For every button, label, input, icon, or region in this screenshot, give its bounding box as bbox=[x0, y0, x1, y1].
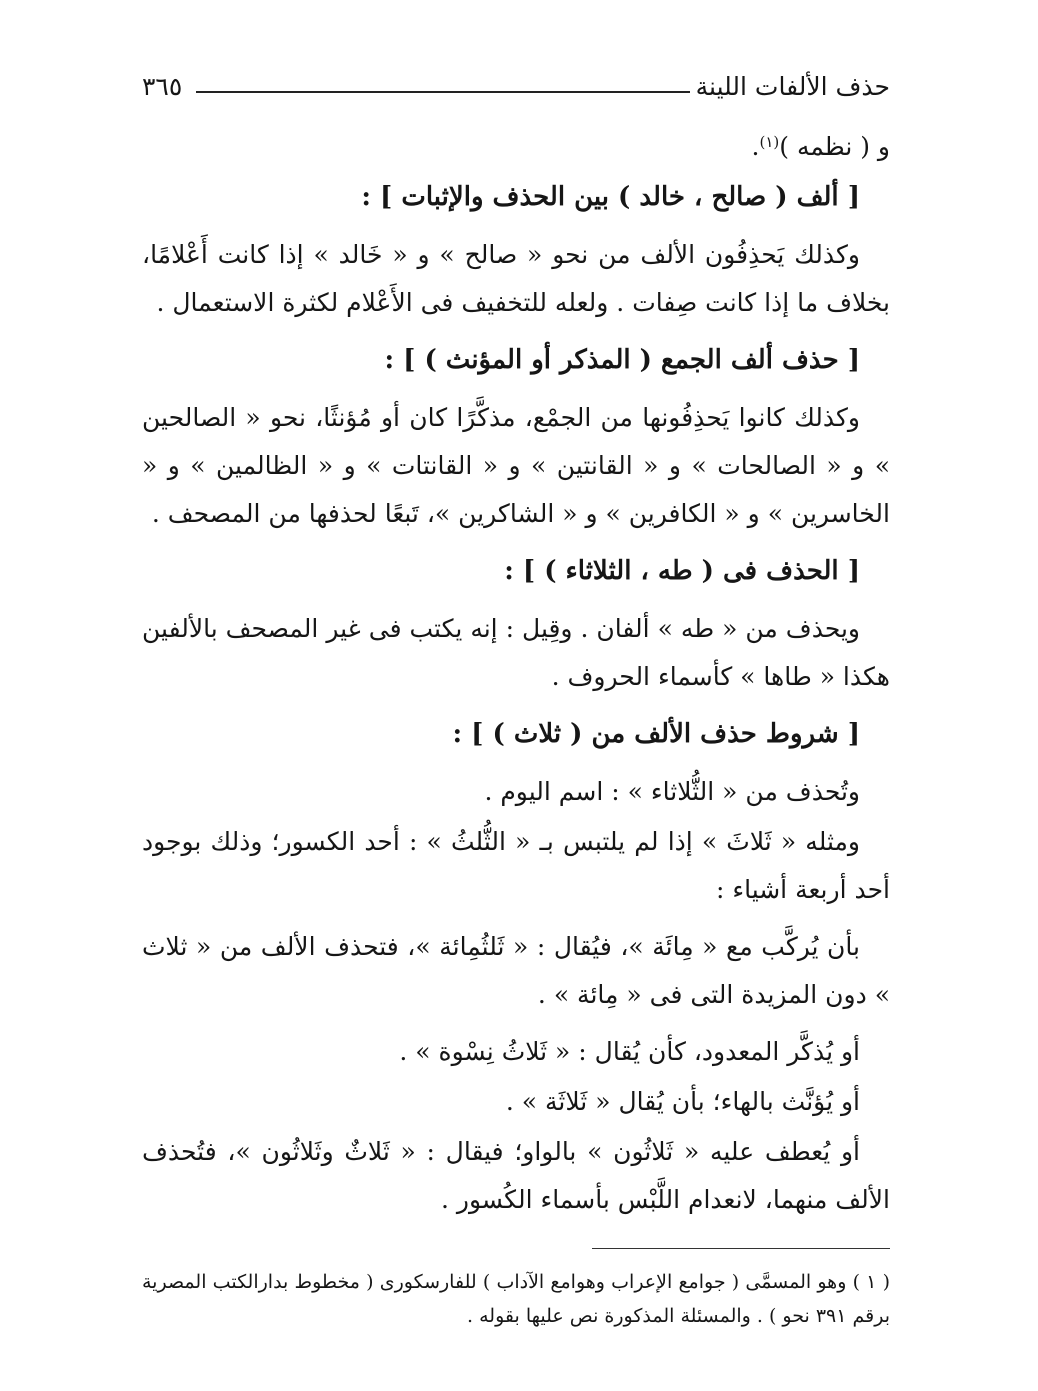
paragraph-continuation bbox=[142, 118, 890, 171]
footnote bbox=[142, 1265, 890, 1333]
paragraph-plural-alif: وكذلك كانوا يَحذِفُونها من الجمْع، مذكَّرًا كان أو مُؤنثًا، نحو « الصالحين » و « الصالحات » و « القانتين » و « القانتات » و « الظالمين » و « الخاسرين » و « الكافرين » و « الشاكرين »، تَبعًا لحذفها من المصحف . bbox=[142, 403, 890, 528]
paragraph-end: . bbox=[751, 132, 760, 161]
paragraph-thalath-intro: ومثله « ثَلاثَ » إذا لم يلتبس بـ « الثُّلثُ » : أحد الكسور؛ وذلك بوجود أحد أربعة أشياء : bbox=[142, 827, 890, 904]
footnote-reference: (١) bbox=[759, 133, 780, 151]
paragraph-taha: ويحذف من « طه » ألفان . وقِيل : إنه يكتب فى غير المصحف بالألفين هكذا « طاها » كأسماء الحروف . bbox=[142, 614, 890, 691]
paragraph-condition-counted: أو يُذكَّر المعدود، كأن يُقال : « ثَلاثُ نِسْوة » . bbox=[399, 1037, 860, 1066]
paragraph-alif-names: وكذلك يَحذِفُون الألف من نحو « صالح » و « خَالد » إذا كانت أَعْلامًا، بخلاف ما إذا كانت صِفات . ولعله للتخفيف فى الأَعْلام لكثرة الاستعمال . bbox=[142, 240, 890, 317]
paragraph-condition-ha: أو يُؤنَّث بالهاء؛ بأن يُقال « ثَلاثَة » . bbox=[505, 1087, 860, 1116]
section-heading-thalath-conditions: [ شروط حذف الألف من ( ثلاث ) ] : bbox=[452, 719, 860, 749]
paragraph-thulatha: وتُحذف من « الثُّلاثاء » : اسم اليوم . bbox=[484, 777, 860, 806]
footnote-rule bbox=[592, 1248, 890, 1249]
main-text bbox=[142, 118, 890, 1233]
paragraph-text: و ( نظمه ) bbox=[779, 132, 890, 161]
section-heading-alif-salih-khalid: [ ألف ( صالح ، خالد ) بين الحذف والإثبات ] : bbox=[361, 182, 860, 212]
section-heading-plural-alif: [ حذف ألف الجمع ( المذكر أو المؤنث ) ] : bbox=[384, 345, 860, 375]
paragraph-condition-mia: بأن يُركَّب مع « مِائَة »، فيُقال : « ثَلثُمِائة »، فتحذف الألف من « ثلاث » دون المزيدة التى فى « مِائة » . bbox=[142, 932, 890, 1009]
page-number: ٣٦٥ bbox=[142, 72, 183, 101]
section-heading-taha-thulatha: [ الحذف فى ( طه ، الثلاثاء ) ] : bbox=[504, 556, 860, 586]
footnote-text: ( ١ ) وهو المسمَّى ( جوامع الإعراب وهوامع الآداب ) للفارسكورى ( مخطوط بدارالكتب المصرية برقم ٣٩١ نحو ) . والمسئلة المذكورة نص عليها بقوله . bbox=[142, 1271, 890, 1327]
paragraph-condition-thalathun: أو يُعطف عليه « ثَلاثُون » بالواو؛ فيقال : « ثَلاثٌ وثَلاثُون »، فتُحذف الألف منهما، لانعدام اللَّبْس بأسماء الكُسور . bbox=[142, 1137, 890, 1214]
running-header-title: حذف الألفات اللينة bbox=[695, 72, 890, 101]
header-rule bbox=[196, 91, 690, 93]
